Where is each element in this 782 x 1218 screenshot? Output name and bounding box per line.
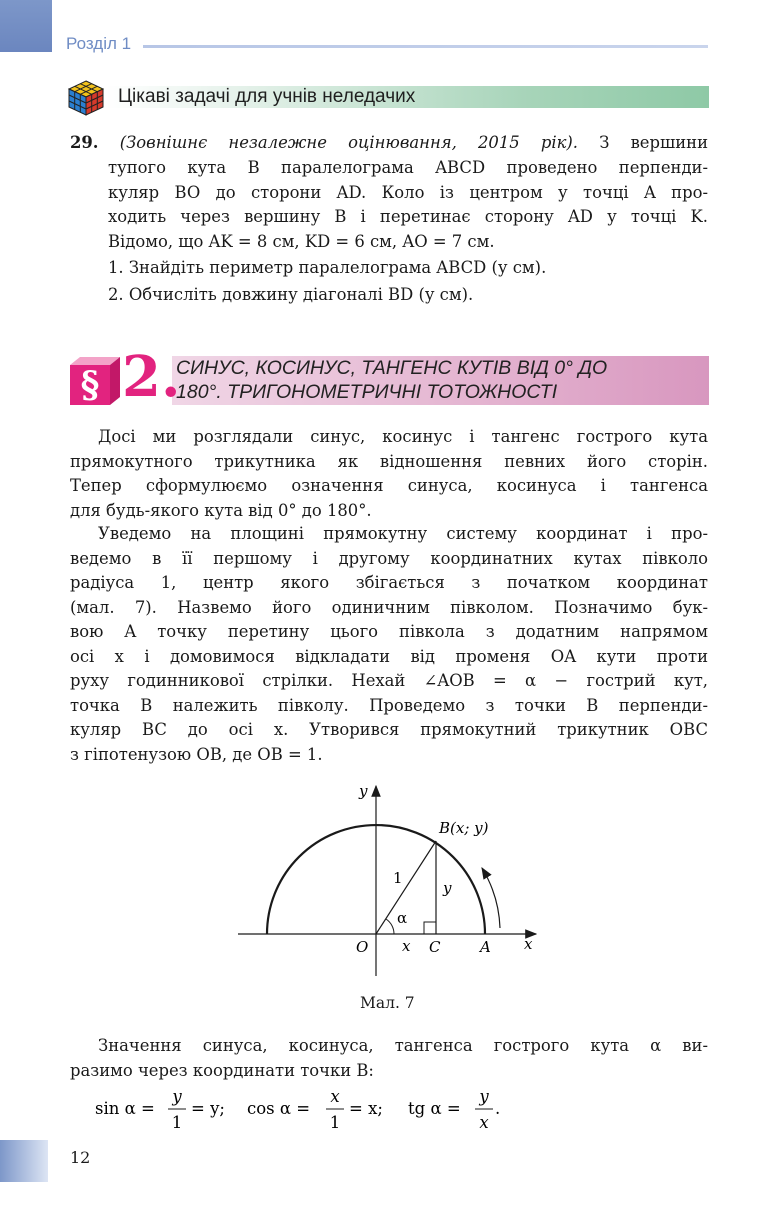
point-a-label: A	[480, 938, 491, 956]
section-title-line: СИНУС, КОСИНУС, ТАНГЕНС КУТІВ ВІД 0° ДО	[176, 357, 608, 379]
problem-number: 29.	[70, 133, 99, 152]
page-number: 12	[70, 1148, 91, 1167]
para2-line: руху годинникової стрілки. Нехай ∠AOB = α − гострий кут,	[70, 671, 708, 690]
problem-line: ходить через вершину B і перетинає сторону AD у точці K.	[108, 207, 708, 226]
cos-numerator: x	[330, 1087, 340, 1106]
problem-line: куляр BO до сторони AD. Коло із центром у точці A про-	[108, 182, 708, 202]
para3-line: разимо через координати точки B:	[70, 1060, 374, 1080]
footer-tab	[0, 1140, 48, 1182]
para2-line: куляр BC до осі x. Утворився прямокутний трикутник OBC	[70, 720, 708, 739]
figure-caption: Мал. 7	[360, 994, 415, 1012]
section-title	[176, 356, 607, 404]
cos-denominator: 1	[329, 1113, 341, 1132]
para2-line: точка B належить півколу. Проведемо з точки B перпенди-	[70, 695, 708, 715]
radius-label: 1	[393, 869, 403, 887]
origin-label: O	[356, 938, 369, 956]
height-label: y	[443, 879, 452, 897]
sin-lhs: sin α =	[95, 1099, 155, 1118]
trig-formula	[90, 1082, 530, 1134]
section-symbol-box	[70, 357, 120, 405]
para2-line: осі x і домовимося відкладати від променя OA кути проти	[70, 646, 708, 666]
point-b-label: B(x; y)	[439, 819, 489, 837]
banner-title: Цікаві задачі для учнів неледачих	[118, 86, 416, 107]
corner-tab	[0, 0, 52, 52]
section-label: Розділ 1	[66, 34, 132, 53]
angle-label: α	[397, 909, 408, 927]
tg-lhs: tg α =	[408, 1099, 461, 1118]
para2-line: ведемо в її першому і другому координатних кутах півколо	[70, 548, 708, 568]
cos-lhs: cos α =	[247, 1099, 311, 1118]
right-angle-mark	[424, 922, 436, 934]
para2-line: з гіпотенузою OB, де OB = 1.	[70, 744, 323, 764]
section-number: 2.	[122, 344, 181, 410]
problem-first-line	[70, 131, 708, 156]
sin-numerator: y	[172, 1087, 182, 1106]
para2-line: (мал. 7). Назвемо його одиничним півколом. Позначимо бук-	[70, 597, 708, 617]
problem-task: 2. Обчисліть довжину діагоналі BD (у см).	[108, 285, 474, 304]
problem-task: 1. Знайдіть периметр паралелограма ABCD (у см).	[108, 258, 547, 277]
section-title-line: 180°. ТРИГОНОМЕТРИЧНІ ТОТОЖНОСТІ	[176, 381, 558, 403]
problem-line: тупого кута B паралелограма ABCD проведено перпенди-	[108, 158, 708, 177]
tg-end: .	[495, 1099, 501, 1118]
sin-denominator: 1	[171, 1113, 183, 1132]
problem-line-0: З вершини	[599, 133, 709, 152]
para2-line: Уведемо на площині прямокутну систему координат і про-	[98, 524, 708, 543]
para2-line: радіуса 1, центр якого збігається з початком координат	[70, 573, 708, 592]
base-label: x	[402, 937, 411, 955]
unit-semicircle-figure	[230, 778, 550, 990]
problem-source: (Зовнішнє незалежне оцінювання, 2015 рік).	[119, 133, 578, 152]
sin-rhs: = y;	[191, 1099, 225, 1118]
problem-line: Відомо, що AK = 8 см, KD = 6 см, AO = 7 см.	[108, 231, 495, 251]
tg-denominator: x	[479, 1113, 489, 1132]
para1-line: Досі ми розглядали синус, косинус і тангенс гострого кута	[98, 427, 708, 446]
point-c-label: C	[429, 938, 441, 956]
y-axis-label: y	[359, 782, 368, 800]
header-rule	[143, 45, 708, 48]
cos-rhs: = x;	[349, 1099, 383, 1118]
section-symbol: §	[80, 364, 100, 405]
para1-line: прямокутного трикутника як відношення певних його сторін.	[70, 451, 708, 471]
tg-numerator: y	[479, 1087, 489, 1106]
angle-arc	[386, 919, 394, 934]
para2-line: вою A точку перетину цього півкола з додатним напрямом	[70, 622, 708, 641]
para3-line: Значення синуса, косинуса, тангенса гострого кута α ви-	[98, 1036, 708, 1055]
para1-line: для будь-якого кута від 0° до 180°.	[70, 500, 372, 520]
x-axis-label: x	[524, 935, 533, 953]
rubiks-cube-icon	[66, 78, 106, 118]
para1-line: Тепер сформулюємо означення синуса, косинуса і тангенса	[70, 476, 708, 495]
